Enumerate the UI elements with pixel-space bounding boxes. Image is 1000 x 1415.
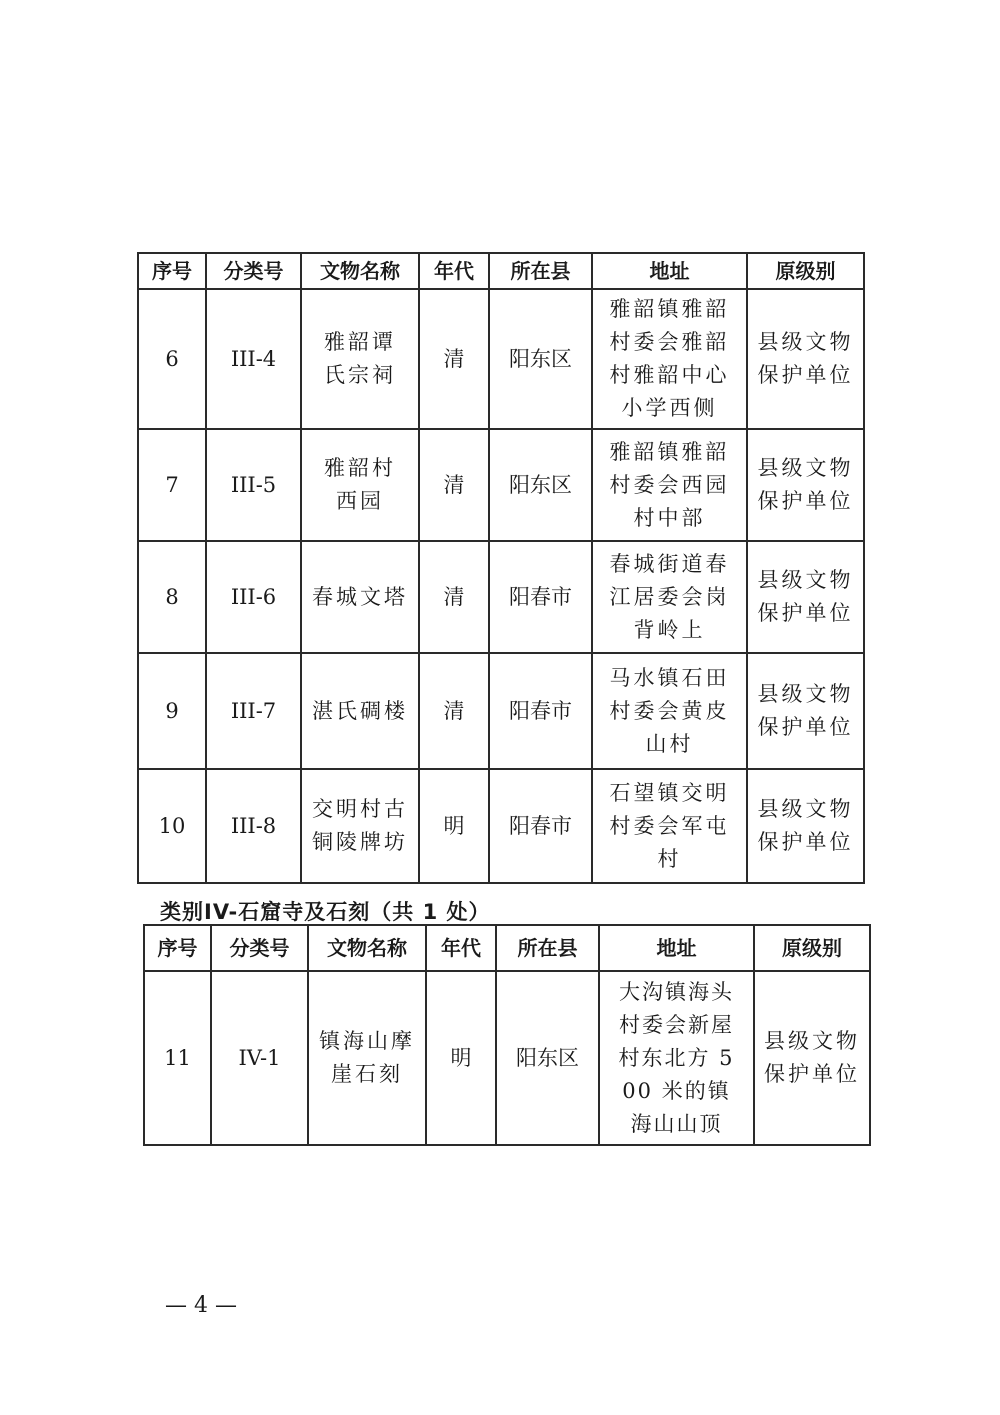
table-row [138, 541, 864, 653]
header-relic-name: 文物名称 [308, 925, 426, 971]
table-row [138, 289, 864, 429]
heritage-table-category-iii [137, 252, 865, 884]
cell-serial: 9 [138, 653, 206, 769]
header-address: 地址 [599, 925, 754, 971]
header-era: 年代 [419, 253, 489, 289]
cell-code: III-6 [206, 541, 301, 653]
cell-address: 雅韶镇雅韶村委会雅韶村雅韶中心小学西侧 [609, 297, 730, 420]
table-row [138, 429, 864, 541]
header-county: 所在县 [496, 925, 599, 971]
cell-address: 石望镇交明村委会军屯村 [609, 780, 730, 871]
cell-county: 阳东区 [496, 971, 599, 1145]
cell-county: 阳春市 [489, 541, 592, 653]
cell-serial: 11 [144, 971, 211, 1145]
cell-level: 县级文物保护单位 [757, 330, 854, 387]
cell-county: 阳春市 [489, 769, 592, 883]
cell-serial: 6 [138, 289, 206, 429]
cell-address: 马水镇石田村委会黄皮山村 [609, 665, 730, 756]
cell-code: III-8 [206, 769, 301, 883]
cell-serial: 10 [138, 769, 206, 883]
header-category-code: 分类号 [211, 925, 308, 971]
cell-era: 明 [419, 769, 489, 883]
cell-code: IV-1 [211, 971, 308, 1145]
cell-name: 交明村古铜陵牌坊 [312, 797, 408, 854]
table-row [138, 769, 864, 883]
section-title-category-iv: 类别IV-石窟寺及石刻（共 1 处） [160, 900, 491, 924]
cell-era: 清 [419, 653, 489, 769]
header-era: 年代 [426, 925, 496, 971]
header-address: 地址 [592, 253, 747, 289]
header-serial: 序号 [144, 925, 211, 971]
cell-era: 明 [426, 971, 496, 1145]
cell-county: 阳东区 [489, 429, 592, 541]
cell-name: 湛氏碉楼 [312, 698, 408, 723]
cell-county: 阳东区 [489, 289, 592, 429]
cell-serial: 7 [138, 429, 206, 541]
cell-code: III-7 [206, 653, 301, 769]
cell-address: 大沟镇海头村委会新屋村东北方 500 米的镇海山山顶 [618, 979, 735, 1136]
table-row [138, 653, 864, 769]
cell-county: 阳春市 [489, 653, 592, 769]
cell-name: 雅韶谭氏宗祠 [324, 330, 396, 387]
cell-address: 雅韶镇雅韶村委会西园村中部 [609, 439, 730, 530]
cell-serial: 8 [138, 541, 206, 653]
header-serial: 序号 [138, 253, 206, 289]
page-number: — 4 — [165, 1293, 237, 1318]
cell-address: 春城街道春江居委会岗背岭上 [609, 551, 730, 642]
header-category-code: 分类号 [206, 253, 301, 289]
heritage-table-category-iv [143, 924, 871, 1146]
cell-level: 县级文物保护单位 [757, 682, 854, 739]
cell-code: III-5 [206, 429, 301, 541]
cell-name: 春城文塔 [312, 584, 408, 609]
cell-level: 县级文物保护单位 [757, 456, 854, 513]
table-header-row [144, 925, 870, 971]
cell-code: III-4 [206, 289, 301, 429]
header-relic-name: 文物名称 [301, 253, 419, 289]
cell-name: 镇海山摩崖石刻 [319, 1029, 415, 1086]
table-header-row [138, 253, 864, 289]
cell-era: 清 [419, 289, 489, 429]
header-county: 所在县 [489, 253, 592, 289]
cell-level: 县级文物保护单位 [757, 568, 854, 625]
cell-level: 县级文物保护单位 [757, 797, 854, 854]
cell-level: 县级文物保护单位 [764, 1029, 860, 1086]
cell-era: 清 [419, 429, 489, 541]
table-row [144, 971, 870, 1145]
header-original-level: 原级别 [754, 925, 870, 971]
cell-era: 清 [419, 541, 489, 653]
header-original-level: 原级别 [747, 253, 864, 289]
cell-name: 雅韶村西园 [324, 456, 396, 513]
